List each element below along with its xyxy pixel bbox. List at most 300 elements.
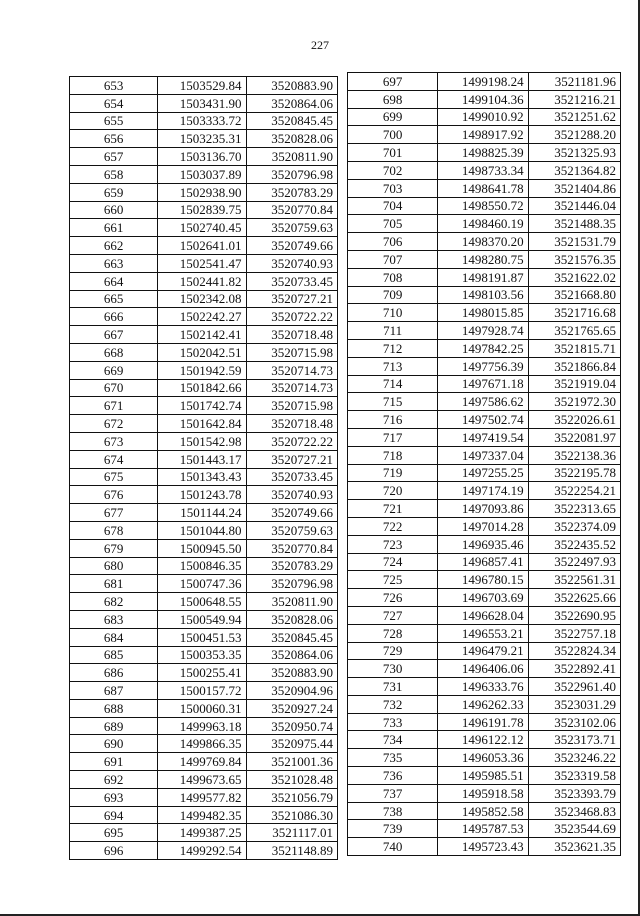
- point-number-cell: 726: [348, 589, 438, 607]
- point-number-cell: 654: [70, 94, 158, 112]
- point-number-cell: 682: [70, 593, 158, 611]
- coordinate-y-cell: 3520828.06: [246, 130, 338, 148]
- coordinate-x-cell: 1499673.65: [158, 771, 246, 789]
- coordinate-y-cell: 3520883.90: [246, 664, 338, 682]
- point-number-cell: 663: [70, 254, 158, 272]
- coordinate-y-cell: 3521488.35: [528, 215, 620, 233]
- table-row: [348, 161, 621, 179]
- point-number-cell: 709: [348, 286, 438, 304]
- coordinate-y-cell: 3520845.45: [246, 112, 338, 130]
- point-number-cell: 738: [348, 802, 438, 820]
- table-row: [70, 77, 338, 95]
- table-row: [348, 179, 621, 197]
- table-row: [348, 695, 621, 713]
- point-number-cell: 736: [348, 767, 438, 785]
- table-row: [70, 842, 338, 860]
- coordinate-x-cell: 1496628.04: [438, 606, 528, 624]
- point-number-cell: 659: [70, 183, 158, 201]
- coordinate-y-cell: 3521086.30: [246, 806, 338, 824]
- coordinate-y-cell: 3521919.04: [528, 375, 620, 393]
- coordinate-x-cell: 1501343.43: [158, 468, 246, 486]
- coordinate-x-cell: 1500648.55: [158, 593, 246, 611]
- point-number-cell: 656: [70, 130, 158, 148]
- coordinate-x-cell: 1498370.20: [438, 233, 528, 251]
- coordinate-x-cell: 1495918.58: [438, 784, 528, 802]
- coordinate-x-cell: 1498733.34: [438, 161, 528, 179]
- point-number-cell: 702: [348, 161, 438, 179]
- point-number-cell: 739: [348, 820, 438, 838]
- coordinate-y-cell: 3523246.22: [528, 749, 620, 767]
- table-row: [70, 486, 338, 504]
- coordinate-x-cell: 1502142.41: [158, 326, 246, 344]
- table-row: [348, 144, 621, 162]
- coordinate-table-left: [69, 76, 338, 860]
- point-number-cell: 660: [70, 201, 158, 219]
- table-row: [348, 446, 621, 464]
- coordinate-x-cell: 1499387.25: [158, 824, 246, 842]
- table-row: [70, 148, 338, 166]
- table-row: [70, 94, 338, 112]
- coordinate-x-cell: 1497093.86: [438, 500, 528, 518]
- point-number-cell: 666: [70, 308, 158, 326]
- table-row: [70, 326, 338, 344]
- point-number-cell: 674: [70, 450, 158, 468]
- coordinate-y-cell: 3522625.66: [528, 589, 620, 607]
- coordinate-y-cell: 3522435.52: [528, 535, 620, 553]
- point-number-cell: 720: [348, 482, 438, 500]
- point-number-cell: 714: [348, 375, 438, 393]
- coordinate-x-cell: 1501642.84: [158, 415, 246, 433]
- coordinate-y-cell: 3522497.93: [528, 553, 620, 571]
- table-row: [348, 197, 621, 215]
- coordinate-y-cell: 3522561.31: [528, 571, 620, 589]
- coordinate-y-cell: 3520927.24: [246, 699, 338, 717]
- point-number-cell: 710: [348, 304, 438, 322]
- point-number-cell: 691: [70, 753, 158, 771]
- point-number-cell: 692: [70, 771, 158, 789]
- point-number-cell: 725: [348, 571, 438, 589]
- coordinate-x-cell: 1496191.78: [438, 713, 528, 731]
- table-row: [70, 664, 338, 682]
- coordinate-x-cell: 1502740.45: [158, 219, 246, 237]
- coordinate-y-cell: 3520770.84: [246, 539, 338, 557]
- coordinate-y-cell: 3522026.61: [528, 411, 620, 429]
- coordinate-x-cell: 1498550.72: [438, 197, 528, 215]
- table-row: [70, 735, 338, 753]
- coordinate-x-cell: 1502242.27: [158, 308, 246, 326]
- coordinate-x-cell: 1497671.18: [438, 375, 528, 393]
- point-number-cell: 732: [348, 695, 438, 713]
- table-row: [70, 450, 338, 468]
- coordinate-y-cell: 3522824.34: [528, 642, 620, 660]
- point-number-cell: 718: [348, 446, 438, 464]
- coordinate-x-cell: 1497756.39: [438, 357, 528, 375]
- coordinate-y-cell: 3520727.21: [246, 450, 338, 468]
- coordinate-y-cell: 3520864.06: [246, 94, 338, 112]
- point-number-cell: 727: [348, 606, 438, 624]
- coordinate-x-cell: 1499577.82: [158, 788, 246, 806]
- coordinate-y-cell: 3521028.48: [246, 771, 338, 789]
- coordinate-x-cell: 1496857.41: [438, 553, 528, 571]
- coordinate-x-cell: 1497337.04: [438, 446, 528, 464]
- coordinate-y-cell: 3520714.73: [246, 361, 338, 379]
- coordinate-x-cell: 1502641.01: [158, 237, 246, 255]
- point-number-cell: 711: [348, 322, 438, 340]
- table-row: [70, 699, 338, 717]
- coordinate-y-cell: 3520796.98: [246, 575, 338, 593]
- coordinate-y-cell: 3520904.96: [246, 682, 338, 700]
- coordinate-x-cell: 1497586.62: [438, 393, 528, 411]
- table-row: [348, 268, 621, 286]
- point-number-cell: 731: [348, 678, 438, 696]
- point-number-cell: 672: [70, 415, 158, 433]
- point-number-cell: 703: [348, 179, 438, 197]
- table-row: [70, 254, 338, 272]
- coordinate-y-cell: 3521866.84: [528, 357, 620, 375]
- coordinate-y-cell: 3520740.93: [246, 486, 338, 504]
- coordinate-x-cell: 1501742.74: [158, 397, 246, 415]
- coordinate-x-cell: 1496262.33: [438, 695, 528, 713]
- coordinate-y-cell: 3523621.35: [528, 838, 620, 856]
- coordinate-y-cell: 3522081.97: [528, 428, 620, 446]
- point-number-cell: 684: [70, 628, 158, 646]
- coordinate-y-cell: 3521216.21: [528, 90, 620, 108]
- point-number-cell: 701: [348, 144, 438, 162]
- coordinate-y-cell: 3521288.20: [528, 126, 620, 144]
- coordinate-x-cell: 1496553.21: [438, 624, 528, 642]
- table-row: [70, 717, 338, 735]
- coordinate-x-cell: 1498825.39: [438, 144, 528, 162]
- coordinate-x-cell: 1502938.90: [158, 183, 246, 201]
- table-row: [348, 624, 621, 642]
- table-row: [70, 539, 338, 557]
- coordinate-x-cell: 1500255.41: [158, 664, 246, 682]
- coordinate-y-cell: 3522690.95: [528, 606, 620, 624]
- point-number-cell: 740: [348, 838, 438, 856]
- point-number-cell: 719: [348, 464, 438, 482]
- table-row: [70, 237, 338, 255]
- table-row: [348, 838, 621, 856]
- point-number-cell: 696: [70, 842, 158, 860]
- table-row: [348, 339, 621, 357]
- coordinate-y-cell: 3523468.83: [528, 802, 620, 820]
- coordinate-y-cell: 3521056.79: [246, 788, 338, 806]
- coordinate-y-cell: 3523102.06: [528, 713, 620, 731]
- coordinate-x-cell: 1503136.70: [158, 148, 246, 166]
- coordinate-x-cell: 1503333.72: [158, 112, 246, 130]
- coordinate-x-cell: 1496053.36: [438, 749, 528, 767]
- table-row: [348, 304, 621, 322]
- coordinate-y-cell: 3520975.44: [246, 735, 338, 753]
- point-number-cell: 707: [348, 250, 438, 268]
- table-row: [70, 361, 338, 379]
- table-row: [70, 379, 338, 397]
- point-number-cell: 716: [348, 411, 438, 429]
- point-number-cell: 728: [348, 624, 438, 642]
- table-row: [348, 393, 621, 411]
- point-number-cell: 678: [70, 521, 158, 539]
- coordinate-x-cell: 1495852.58: [438, 802, 528, 820]
- point-number-cell: 683: [70, 610, 158, 628]
- coordinate-x-cell: 1500157.72: [158, 682, 246, 700]
- coordinate-y-cell: 3521181.96: [528, 73, 620, 91]
- point-number-cell: 737: [348, 784, 438, 802]
- coordinate-x-cell: 1502441.82: [158, 272, 246, 290]
- coordinate-x-cell: 1495787.53: [438, 820, 528, 838]
- coordinate-x-cell: 1503037.89: [158, 165, 246, 183]
- coordinate-y-cell: 3521972.30: [528, 393, 620, 411]
- coordinate-y-cell: 3523031.29: [528, 695, 620, 713]
- table-row: [70, 272, 338, 290]
- coordinate-x-cell: 1495985.51: [438, 767, 528, 785]
- table-row: [348, 784, 621, 802]
- table-row: [70, 219, 338, 237]
- point-number-cell: 724: [348, 553, 438, 571]
- coordinate-x-cell: 1496406.06: [438, 660, 528, 678]
- coordinate-x-cell: 1500060.31: [158, 699, 246, 717]
- point-number-cell: 661: [70, 219, 158, 237]
- coordinate-y-cell: 3520749.66: [246, 504, 338, 522]
- point-number-cell: 680: [70, 557, 158, 575]
- coordinate-x-cell: 1496780.15: [438, 571, 528, 589]
- table-row: [70, 308, 338, 326]
- coordinate-y-cell: 3522757.18: [528, 624, 620, 642]
- table-row: [348, 286, 621, 304]
- coordinate-x-cell: 1499866.35: [158, 735, 246, 753]
- point-number-cell: 695: [70, 824, 158, 842]
- point-number-cell: 671: [70, 397, 158, 415]
- point-number-cell: 706: [348, 233, 438, 251]
- point-number-cell: 735: [348, 749, 438, 767]
- table-row: [348, 589, 621, 607]
- coordinate-x-cell: 1501443.17: [158, 450, 246, 468]
- table-row: [348, 250, 621, 268]
- coordinate-x-cell: 1502839.75: [158, 201, 246, 219]
- point-number-cell: 676: [70, 486, 158, 504]
- table-row: [348, 767, 621, 785]
- point-number-cell: 657: [70, 148, 158, 166]
- coordinate-x-cell: 1500846.35: [158, 557, 246, 575]
- table-row: [348, 642, 621, 660]
- coordinate-y-cell: 3520718.48: [246, 326, 338, 344]
- coordinate-y-cell: 3520759.63: [246, 219, 338, 237]
- table-row: [348, 820, 621, 838]
- coordinate-y-cell: 3520759.63: [246, 521, 338, 539]
- coordinate-x-cell: 1496333.76: [438, 678, 528, 696]
- coordinate-x-cell: 1496703.69: [438, 589, 528, 607]
- coordinate-table-right: [347, 72, 621, 856]
- point-number-cell: 721: [348, 500, 438, 518]
- coordinate-y-cell: 3520715.98: [246, 343, 338, 361]
- table-row: [348, 731, 621, 749]
- table-row: [70, 610, 338, 628]
- table-row: [70, 432, 338, 450]
- coordinate-x-cell: 1500549.94: [158, 610, 246, 628]
- table-row: [70, 112, 338, 130]
- point-number-cell: 708: [348, 268, 438, 286]
- table-row: [70, 575, 338, 593]
- coordinate-x-cell: 1497502.74: [438, 411, 528, 429]
- coordinate-y-cell: 3520883.90: [246, 77, 338, 95]
- coordinate-x-cell: 1499292.54: [158, 842, 246, 860]
- coordinate-x-cell: 1503235.31: [158, 130, 246, 148]
- table-row: [70, 468, 338, 486]
- coordinate-y-cell: 3521716.68: [528, 304, 620, 322]
- point-number-cell: 734: [348, 731, 438, 749]
- table-row: [70, 343, 338, 361]
- point-number-cell: 730: [348, 660, 438, 678]
- point-number-cell: 704: [348, 197, 438, 215]
- point-number-cell: 655: [70, 112, 158, 130]
- table-row: [348, 606, 621, 624]
- coordinate-x-cell: 1498641.78: [438, 179, 528, 197]
- coordinate-x-cell: 1501144.24: [158, 504, 246, 522]
- coordinate-x-cell: 1499963.18: [158, 717, 246, 735]
- coordinate-y-cell: 3522374.09: [528, 517, 620, 535]
- coordinate-y-cell: 3521446.04: [528, 197, 620, 215]
- coordinate-y-cell: 3520864.06: [246, 646, 338, 664]
- point-number-cell: 733: [348, 713, 438, 731]
- point-number-cell: 688: [70, 699, 158, 717]
- coordinate-y-cell: 3520740.93: [246, 254, 338, 272]
- table-row: [70, 753, 338, 771]
- coordinate-x-cell: 1495723.43: [438, 838, 528, 856]
- page-number: 227: [311, 38, 329, 52]
- point-number-cell: 693: [70, 788, 158, 806]
- coordinate-y-cell: 3521364.82: [528, 161, 620, 179]
- table-row: [348, 517, 621, 535]
- table-row: [70, 290, 338, 308]
- coordinate-x-cell: 1500945.50: [158, 539, 246, 557]
- point-number-cell: 715: [348, 393, 438, 411]
- coordinate-x-cell: 1496935.46: [438, 535, 528, 553]
- table-row: [70, 165, 338, 183]
- table-row: [70, 771, 338, 789]
- coordinate-x-cell: 1502042.51: [158, 343, 246, 361]
- point-number-cell: 690: [70, 735, 158, 753]
- coordinate-y-cell: 3520718.48: [246, 415, 338, 433]
- coordinate-y-cell: 3522254.21: [528, 482, 620, 500]
- table-row: [70, 806, 338, 824]
- coordinate-x-cell: 1499482.35: [158, 806, 246, 824]
- table-row: [70, 788, 338, 806]
- coordinate-y-cell: 3521765.65: [528, 322, 620, 340]
- coordinate-x-cell: 1501044.80: [158, 521, 246, 539]
- table-row: [70, 130, 338, 148]
- coordinate-x-cell: 1500747.36: [158, 575, 246, 593]
- table-row: [70, 183, 338, 201]
- coordinate-y-cell: 3522195.78: [528, 464, 620, 482]
- coordinate-y-cell: 3520722.22: [246, 432, 338, 450]
- coordinate-y-cell: 3520811.90: [246, 593, 338, 611]
- table-row: [348, 215, 621, 233]
- table-row: [348, 802, 621, 820]
- coordinate-x-cell: 1501542.98: [158, 432, 246, 450]
- coordinate-y-cell: 3521404.86: [528, 179, 620, 197]
- table-row: [348, 660, 621, 678]
- coordinate-y-cell: 3520727.21: [246, 290, 338, 308]
- coordinate-x-cell: 1498460.19: [438, 215, 528, 233]
- coordinate-x-cell: 1500353.35: [158, 646, 246, 664]
- coordinate-x-cell: 1502342.08: [158, 290, 246, 308]
- table-row: [70, 504, 338, 522]
- point-number-cell: 722: [348, 517, 438, 535]
- coordinate-y-cell: 3523393.79: [528, 784, 620, 802]
- table-row: [348, 428, 621, 446]
- point-number-cell: 670: [70, 379, 158, 397]
- coordinate-y-cell: 3521001.36: [246, 753, 338, 771]
- coordinate-x-cell: 1499010.92: [438, 108, 528, 126]
- table-row: [70, 628, 338, 646]
- coordinate-y-cell: 3521815.71: [528, 339, 620, 357]
- coordinate-y-cell: 3521251.62: [528, 108, 620, 126]
- point-number-cell: 653: [70, 77, 158, 95]
- point-number-cell: 677: [70, 504, 158, 522]
- point-number-cell: 723: [348, 535, 438, 553]
- coordinate-x-cell: 1497014.28: [438, 517, 528, 535]
- point-number-cell: 700: [348, 126, 438, 144]
- table-row: [348, 749, 621, 767]
- table-row: [348, 571, 621, 589]
- point-number-cell: 698: [348, 90, 438, 108]
- coordinate-y-cell: 3523173.71: [528, 731, 620, 749]
- table-row: [348, 482, 621, 500]
- table-row: [70, 646, 338, 664]
- point-number-cell: 689: [70, 717, 158, 735]
- table-row: [70, 201, 338, 219]
- coordinate-y-cell: 3521325.93: [528, 144, 620, 162]
- coordinate-y-cell: 3521622.02: [528, 268, 620, 286]
- table-row: [348, 678, 621, 696]
- coordinate-y-cell: 3520770.84: [246, 201, 338, 219]
- coordinate-x-cell: 1503529.84: [158, 77, 246, 95]
- table-row: [70, 415, 338, 433]
- point-number-cell: 694: [70, 806, 158, 824]
- coordinate-x-cell: 1503431.90: [158, 94, 246, 112]
- coordinate-y-cell: 3520733.45: [246, 468, 338, 486]
- coordinate-x-cell: 1497255.25: [438, 464, 528, 482]
- point-number-cell: 697: [348, 73, 438, 91]
- coordinate-y-cell: 3522313.65: [528, 500, 620, 518]
- coordinate-y-cell: 3520796.98: [246, 165, 338, 183]
- coordinate-x-cell: 1502541.47: [158, 254, 246, 272]
- coordinate-y-cell: 3520783.29: [246, 183, 338, 201]
- point-number-cell: 685: [70, 646, 158, 664]
- coordinate-y-cell: 3520811.90: [246, 148, 338, 166]
- coordinate-x-cell: 1501842.66: [158, 379, 246, 397]
- point-number-cell: 681: [70, 575, 158, 593]
- coordinate-y-cell: 3520714.73: [246, 379, 338, 397]
- table-row: [70, 397, 338, 415]
- table-row: [348, 553, 621, 571]
- coordinate-x-cell: 1498280.75: [438, 250, 528, 268]
- table-row: [348, 535, 621, 553]
- coordinate-y-cell: 3521531.79: [528, 233, 620, 251]
- point-number-cell: 675: [70, 468, 158, 486]
- coordinate-y-cell: 3521576.35: [528, 250, 620, 268]
- coordinate-x-cell: 1498103.56: [438, 286, 528, 304]
- table-row: [348, 126, 621, 144]
- table-row: [348, 500, 621, 518]
- coordinate-x-cell: 1498191.87: [438, 268, 528, 286]
- point-number-cell: 664: [70, 272, 158, 290]
- point-number-cell: 705: [348, 215, 438, 233]
- point-number-cell: 687: [70, 682, 158, 700]
- point-number-cell: 713: [348, 357, 438, 375]
- table-row: [348, 90, 621, 108]
- coordinate-y-cell: 3520733.45: [246, 272, 338, 290]
- table-row: [348, 322, 621, 340]
